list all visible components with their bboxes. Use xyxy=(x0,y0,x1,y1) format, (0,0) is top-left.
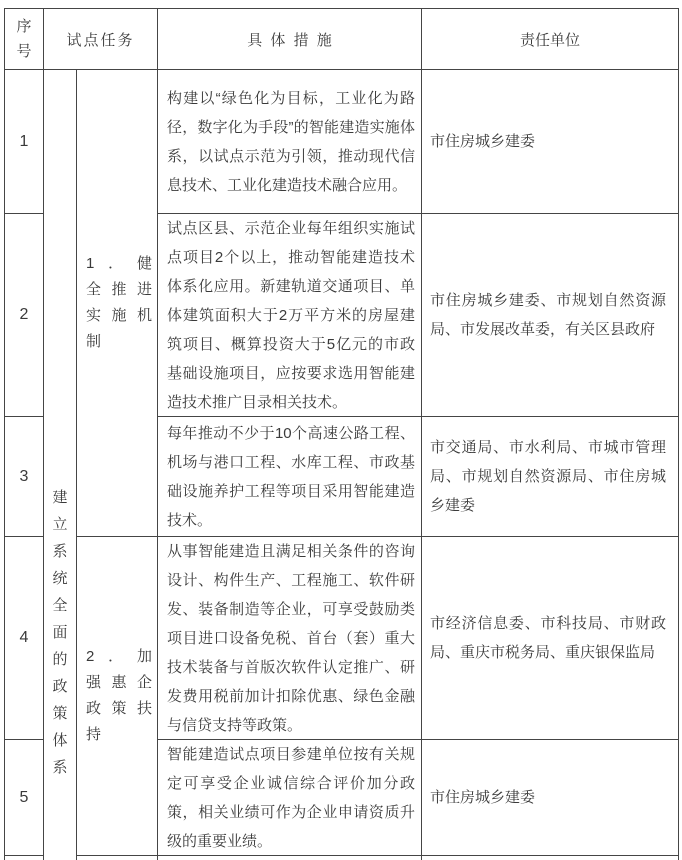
serial-number-cell: 3 xyxy=(19,467,29,485)
responsible-unit-text: 市住房城乡建委 xyxy=(430,133,536,150)
measure-cell xyxy=(158,537,421,739)
serial-number-cell: 1 xyxy=(19,132,29,150)
responsible-unit-cell xyxy=(422,70,678,213)
responsible-unit-text: 市住房城乡建委、市规划自然资源局、市发展改革委，有关区县政府 xyxy=(430,292,666,338)
responsible-unit-cell xyxy=(422,417,678,536)
grid-line xyxy=(4,855,44,856)
measure-text: 智能建造试点项目参建单位按有关规定可享受企业诚信综合评价加分政策，相关业绩可作为企业申请资质升级的重要业绩。 xyxy=(167,745,415,850)
grid-line xyxy=(678,8,679,860)
header-responsible-unit: 责任单位 xyxy=(519,31,580,49)
task-2-label: 2 ． 加 强 惠 企 政 策 扶 持 xyxy=(86,648,152,743)
task-1-label: 1 ． 健 全 推 进 实 施 机 制 xyxy=(86,255,152,350)
responsible-unit-cell xyxy=(422,537,678,739)
measure-text: 构建以“绿色化为目标，工业化为路径，数字化为手段”的智能建造实施体系，以试点示范为引领，推动现代信息技术、工业化建造技术融合应用。 xyxy=(167,89,415,194)
measure-cell xyxy=(158,70,421,213)
task-cell-2 xyxy=(77,537,157,855)
responsible-unit-cell xyxy=(422,740,678,855)
task-group-label: 建 立 系 统 全 面 的 政 策 体 系 xyxy=(52,489,68,776)
measure-cell xyxy=(158,740,421,855)
header-pilot-task: 试点任务 xyxy=(66,31,135,49)
header-measures: 具 体 措 施 xyxy=(247,31,332,49)
serial-number-cell: 2 xyxy=(19,306,29,323)
measure-text: 从事智能建造且满足相关条件的咨询设计、构件生产、工程施工、软件研发、装备制造等企业，可享受鼓励类项目进口设备免税、首台（套）重大技术装备与首版次软件认定推广、研发费用税前加计扣除优惠、绿色金融与信贷支持等政策。 xyxy=(167,542,415,734)
serial-number-cell: 4 xyxy=(19,629,29,646)
header-serial-number-label: 序号 xyxy=(16,18,32,60)
responsible-unit-text: 市住房城乡建委 xyxy=(430,789,536,806)
responsible-unit-cell xyxy=(422,214,678,416)
header-serial-number xyxy=(5,9,43,69)
measure-cell xyxy=(158,417,421,536)
measure-text: 每年推动不少于10个高速公路工程、机场与港口工程、水库工程、市政基础设施养护工程等项目采用智能建造技术。 xyxy=(167,424,415,529)
serial-number-cell: 5 xyxy=(19,788,29,806)
responsible-unit-text: 市交通局、市水利局、市城市管理局、市规划自然资源局、市住房城乡建委 xyxy=(430,439,666,514)
responsible-unit-text: 市经济信息委、市科技局、市财政局、重庆市税务局、重庆银保监局 xyxy=(430,615,666,661)
measure-text: 试点区县、示范企业每年组织实施试点项目2个以上，推动智能建造技术体系化应用。新建轨道交通项目、单体建筑面积大于2万平方米的房屋建筑项目、概算投资大于5亿元的市政基础设施项目，应按要求选用智能建造技术推广目录相关技术。 xyxy=(167,219,415,411)
measure-cell xyxy=(158,214,421,416)
task-group-cell xyxy=(44,70,76,860)
task-cell-1 xyxy=(77,70,157,536)
